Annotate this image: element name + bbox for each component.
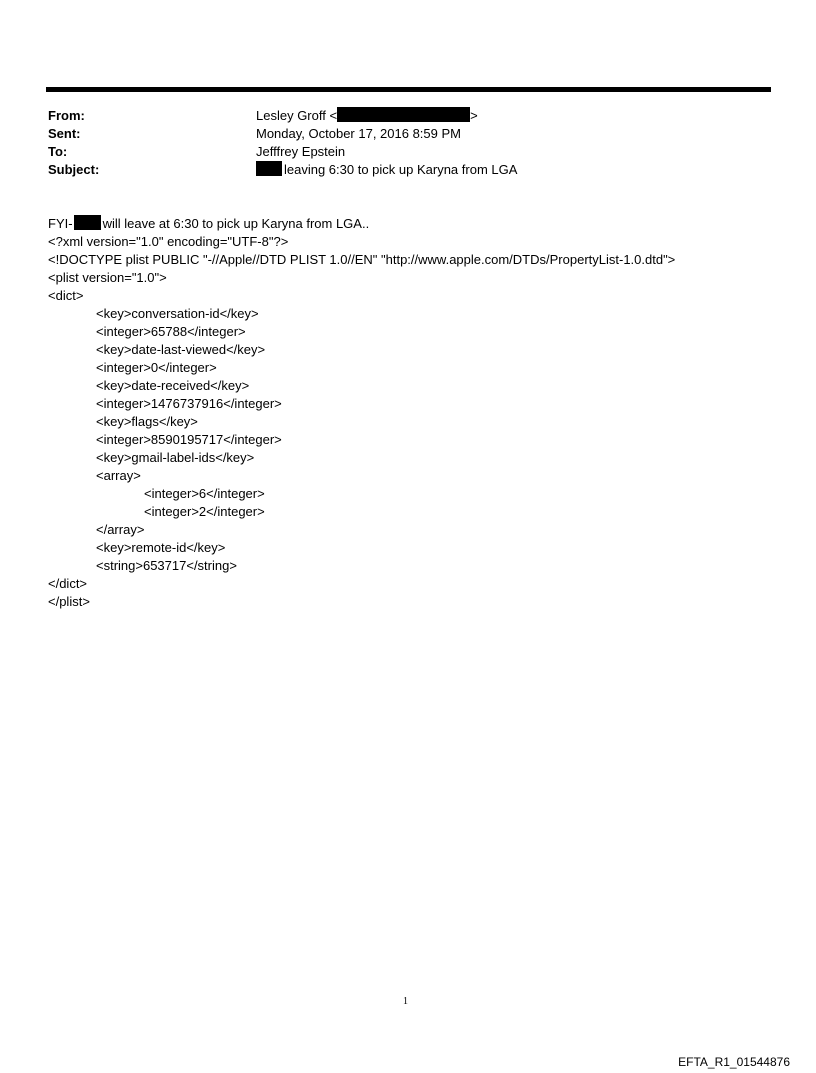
code-line: </dict> xyxy=(48,576,88,591)
code-line: <plist version="1.0"> xyxy=(48,270,167,285)
code-line: <key>gmail-label-ids</key> xyxy=(96,450,255,465)
sent-value: Monday, October 17, 2016 8:59 PM xyxy=(256,126,461,141)
sent-label: Sent: xyxy=(48,126,81,141)
from-suffix: > xyxy=(470,108,478,123)
plist-code-block xyxy=(48,233,675,611)
from-name: Lesley Groff < xyxy=(256,108,338,123)
code-line: <key>remote-id</key> xyxy=(96,540,226,555)
code-line: <dict> xyxy=(48,288,84,303)
redaction-block xyxy=(256,161,282,176)
code-line: <key>date-last-viewed</key> xyxy=(96,342,266,357)
code-line: <string>653717</string> xyxy=(96,558,237,573)
code-line: <integer>8590195717</integer> xyxy=(96,432,282,447)
header-divider xyxy=(46,87,771,92)
from-label: From: xyxy=(48,108,85,123)
to-label: To: xyxy=(48,144,68,159)
code-line: <integer>6</integer> xyxy=(144,486,265,501)
redaction-block xyxy=(74,215,101,230)
body-intro-prefix: FYI- xyxy=(48,216,73,231)
to-value: Jefffrey Epstein xyxy=(256,144,346,159)
body-intro-line xyxy=(48,215,675,233)
redaction-block xyxy=(337,107,470,122)
body-intro-suffix: will leave at 6:30 to pick up Karyna from LGA.. xyxy=(102,216,370,231)
code-line: <array> xyxy=(96,468,141,483)
code-line: <key>date-received</key> xyxy=(96,378,250,393)
from-value xyxy=(256,107,478,125)
code-line: </array> xyxy=(96,522,145,537)
code-line: <!DOCTYPE plist PUBLIC "-//Apple//DTD PLIST 1.0//EN" "http://www.apple.com/DTDs/PropertyList-1.0.dtd"> xyxy=(48,252,676,267)
subject-label: Subject: xyxy=(48,162,100,177)
code-line: <integer>0</integer> xyxy=(96,360,217,375)
code-line: <key>flags</key> xyxy=(96,414,198,429)
subject-value xyxy=(256,161,517,179)
code-line: <integer>65788</integer> xyxy=(96,324,246,339)
subject-text: leaving 6:30 to pick up Karyna from LGA xyxy=(284,162,518,177)
code-line: </plist> xyxy=(48,594,90,609)
code-line: <integer>2</integer> xyxy=(144,504,265,519)
code-line: <?xml version="1.0" encoding="UTF-8"?> xyxy=(48,234,289,249)
document-id: EFTA_R1_01544876 xyxy=(678,1055,790,1069)
email-body xyxy=(48,215,675,611)
page-number: 1 xyxy=(403,996,408,1007)
code-line: <integer>1476737916</integer> xyxy=(96,396,282,411)
code-line: <key>conversation-id</key> xyxy=(96,306,259,321)
